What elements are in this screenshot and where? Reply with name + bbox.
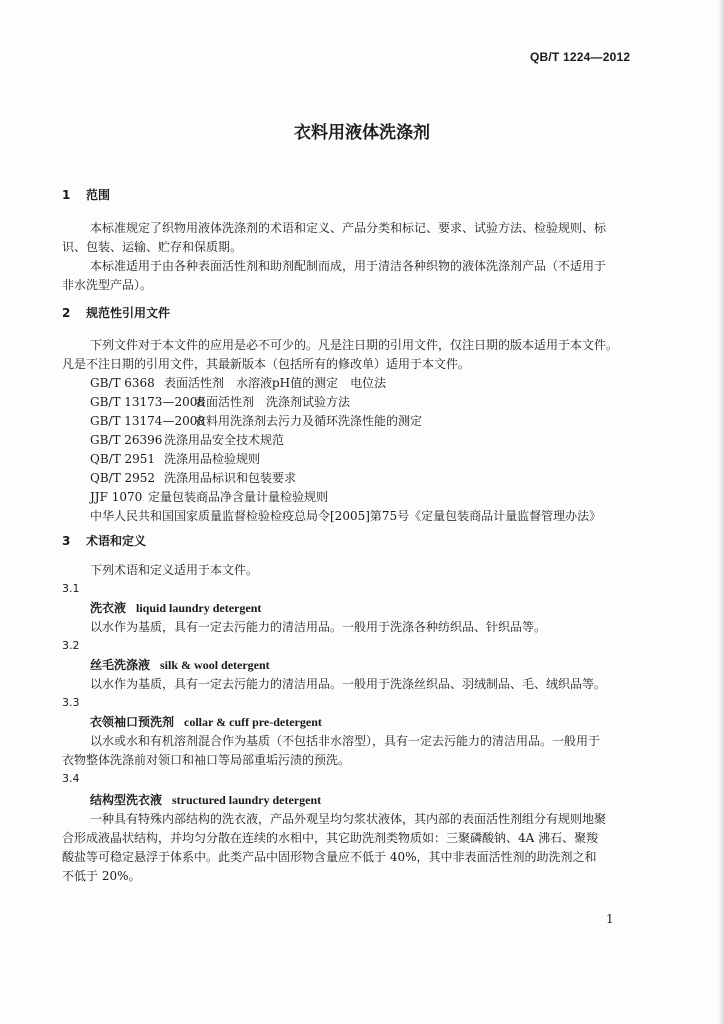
term-number: 3.4 [62, 772, 80, 785]
section-number: 2 [62, 306, 71, 320]
reference-code: GB/T 26396 [90, 433, 163, 447]
term-definition-line: 合形成液晶状结构，并均匀分散在连续的水相中，其它助洗剂类物质如：三聚磷酸钠、4A 沸石、聚羧 [62, 831, 599, 845]
term-heading [90, 793, 321, 807]
term-definition-line: 一种具有特殊内部结构的洗衣液，产品外观呈均匀浆状液体，其内部的表面活性剂组分有规则地聚 [90, 812, 607, 826]
reference-title: 洗涤用品标识和包装要求 [164, 471, 297, 485]
term-heading [90, 658, 270, 672]
section-1-heading [62, 188, 110, 202]
reference-item [90, 471, 296, 485]
reference-code: GB/T 6368 [90, 376, 155, 390]
paragraph-line: 非水洗型产品）。 [62, 278, 153, 292]
reference-title: 洗涤用品检验规则 [164, 452, 261, 466]
term-chinese: 衣领袖口预洗剂 [90, 715, 175, 729]
term-english: structured laundry detergent [172, 793, 322, 807]
reference-title: 衣料用洗涤剂去污力及循环洗涤性能的测定 [194, 414, 423, 428]
reference-title: 洗涤用品安全技术规范 [164, 433, 285, 447]
paragraph-line: 凡是不注日期的引用文件，其最新版本（包括所有的修改单）适用于本文件。 [62, 357, 471, 371]
reference-code: JJF 1070 [90, 490, 143, 504]
term-definition-line: 不低于 20%。 [62, 869, 141, 883]
reference-code: QB/T 2951 [90, 452, 156, 466]
reference-code: QB/T 2952 [90, 471, 156, 485]
section-2-heading [62, 306, 170, 320]
standard-code: QB/T 1224—2012 [530, 50, 631, 64]
paragraph-line: 本标准适用于由各种表面活性剂和助剂配制而成，用于清洁各种织物的液体洗涤剂产品（不适用于 [90, 259, 607, 273]
term-heading [90, 715, 322, 729]
term-number: 3.3 [62, 696, 80, 709]
term-number: 3.2 [62, 639, 80, 652]
term-definition-line: 以水作为基质，具有一定去污能力的清洁用品。一般用于洗涤丝织品、羽绒制品、毛、绒织品等。 [90, 677, 607, 691]
section-title: 术语和定义 [86, 534, 147, 548]
term-english: liquid laundry detergent [136, 601, 262, 615]
term-definition-line: 衣物整体洗涤前对领口和袖口等局部重垢污渍的预洗。 [62, 753, 351, 767]
reference-item [90, 433, 284, 447]
reference-title: 表面活性剂 洗涤剂试验方法 [194, 395, 351, 409]
reference-decree: 中华人民共和国国家质量监督检验检疫总局令[2005]第75号《定量包装商品计量监督管理办法》 [90, 509, 602, 523]
document-title: 衣料用液体洗涤剂 [294, 123, 430, 143]
paragraph-line: 下列术语和定义适用于本文件。 [90, 563, 259, 577]
section-3-heading [62, 534, 146, 548]
term-definition-line: 以水或水和有机溶剂混合作为基质（不包括非水溶型），具有一定去污能力的清洁用品。一般用于 [90, 734, 601, 748]
term-chinese: 丝毛洗涤液 [90, 658, 151, 672]
page-edge-shadow [718, 0, 724, 1024]
term-chinese: 结构型洗衣液 [90, 793, 163, 807]
reference-code: GB/T 13173—2008 [90, 395, 205, 409]
section-number: 1 [62, 188, 71, 202]
section-title: 范围 [86, 188, 111, 202]
term-number: 3.1 [62, 582, 80, 595]
reference-item [90, 395, 350, 409]
term-definition-line: 以水作为基质，具有一定去污能力的清洁用品。一般用于洗涤各种纺织品、针织品等。 [90, 620, 547, 634]
paragraph-line: 下列文件对于本文件的应用是必不可少的。凡是注日期的引用文件，仅注日期的版本适用于本文件。 [90, 338, 619, 352]
paragraph-line: 本标准规定了织物用液体洗涤剂的术语和定义、产品分类和标记、要求、试验方法、检验规则、标 [90, 221, 607, 235]
reference-item [90, 452, 260, 466]
section-number: 3 [62, 534, 71, 548]
term-english: collar & cuff pre-detergent [184, 715, 322, 729]
term-english: silk & wool detergent [160, 658, 270, 672]
reference-item [90, 414, 422, 428]
page-number: 1 [606, 912, 614, 926]
reference-title: 表面活性剂 水溶液pH值的测定 电位法 [164, 376, 387, 390]
section-title: 规范性引用文件 [86, 306, 171, 320]
term-heading [90, 601, 261, 615]
term-chinese: 洗衣液 [90, 601, 127, 615]
reference-item [90, 490, 328, 504]
reference-item [90, 376, 386, 390]
paragraph-line: 识、包装、运输、贮存和保质期。 [62, 240, 243, 254]
reference-title: 定量包装商品净含量计量检验规则 [148, 490, 329, 504]
term-definition-line: 酸盐等可稳定悬浮于体系中。此类产品中固形物含量应不低于 40%，其中非表面活性剂的助洗剂之和 [62, 850, 597, 864]
reference-code: GB/T 13174—2008 [90, 414, 205, 428]
